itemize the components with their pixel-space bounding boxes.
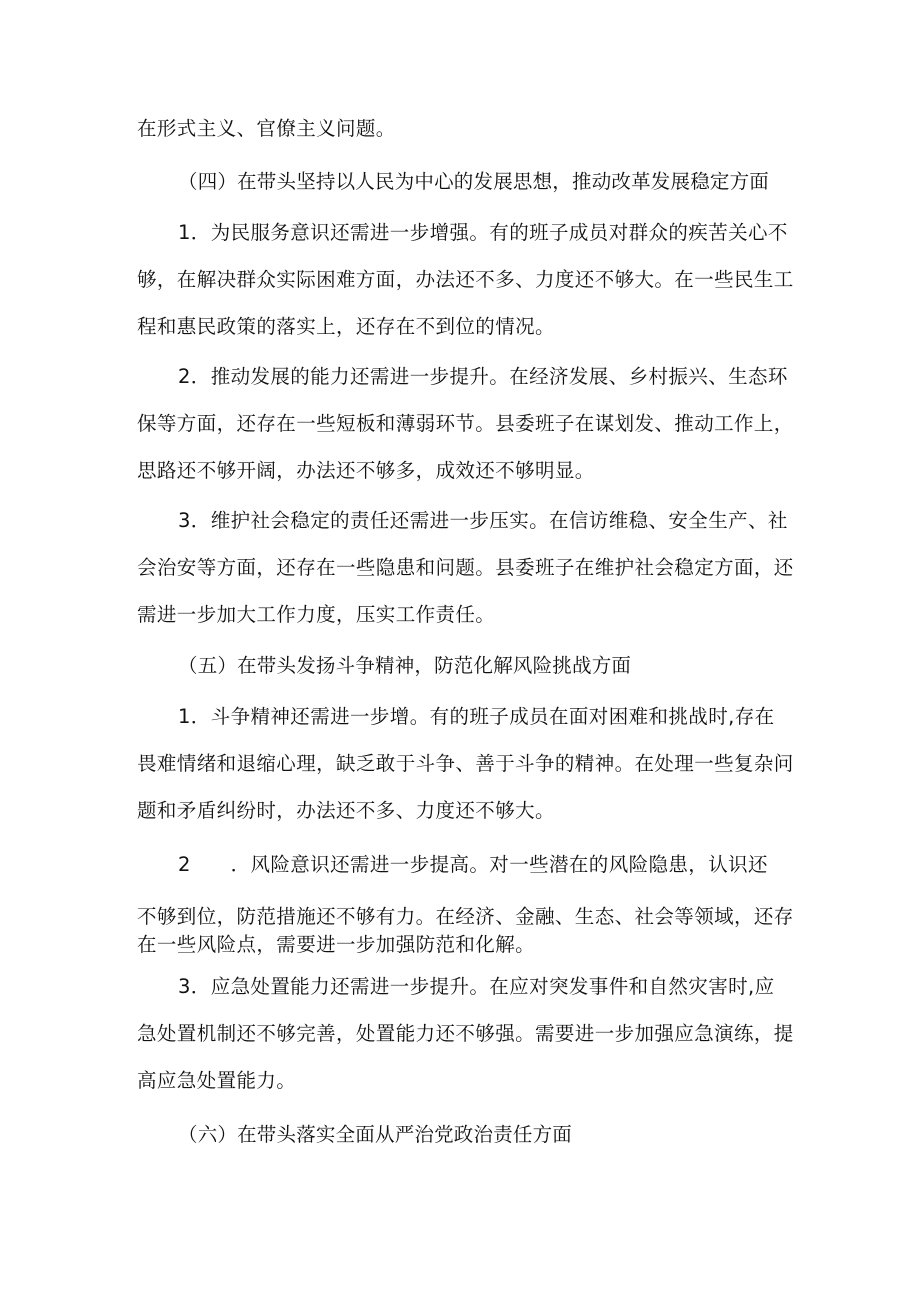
text-line: 思路还不够开阔，办法还不够多，成效还不够明显。 (137, 459, 595, 482)
text-line: 1．为民服务意识还需进一步增强。有的班子成员对群众的疾苦关心不 (178, 221, 788, 244)
text-line: 1．斗争精神还需进一步增。有的班子成员在面对困难和挑战时,存在 (178, 705, 775, 728)
text-line: 会治安等方面，还存在一些隐患和问题。县委班子在维护社会稳定方面，还 (137, 556, 794, 579)
section-heading-6: （六）在带头落实全面从严治党政治责任方面 (178, 1123, 573, 1146)
text-line: 2 ．风险意识还需进一步提高。对一些潜在的风险隐患，认识还 (178, 853, 768, 876)
text-line: 在形式主义、官僚主义问题。 (137, 117, 396, 140)
text-line: 程和惠民政策的落实上，还存在不到位的情况。 (137, 315, 555, 338)
text-line: 高应急处置能力。 (137, 1069, 297, 1092)
text-line: 题和矛盾纠纷时，办法还不多、力度还不够大。 (137, 799, 555, 822)
text-line: 3．维护社会稳定的责任还需进一步压实。在信访维稳、安全生产、社 (178, 509, 788, 532)
text-line: 急处置机制还不够完善，处置能力还不够强。需要进一步加强应急演练，提 (137, 1022, 794, 1045)
text-line: 畏难情绪和退缩心理，缺乏敢于斗争、善于斗争的精神。在处理一些复杂问 (137, 752, 794, 775)
section-heading-4: （四）在带头坚持以人民为中心的发展思想，推动改革发展稳定方面 (178, 170, 770, 193)
text-line: 3．应急处置能力还需进一步提升。在应对突发事件和自然灾害时,应 (178, 975, 775, 998)
text-line: 保等方面，还存在一些短板和薄弱环节。县委班子在谋划发、推动工作上， (137, 412, 794, 435)
text-line: 2．推动发展的能力还需进一步提升。在经济发展、乡村振兴、生态环 (178, 365, 788, 388)
text-line: 不够到位，防范措施还不够有力。在经济、金融、生态、社会等领域，还存 (137, 905, 794, 928)
text-line: 需进一步加大工作力度，压实工作责任。 (137, 603, 496, 626)
text-line: 在一些风险点，需要进一步加强防范和化解。 (137, 933, 536, 956)
text-line: 够，在解决群众实际困难方面，办法还不多、力度还不够大。在一些民生工 (137, 268, 794, 291)
section-heading-5: （五）在带头发扬斗争精神，防范化解风险挑战方面 (178, 654, 632, 677)
